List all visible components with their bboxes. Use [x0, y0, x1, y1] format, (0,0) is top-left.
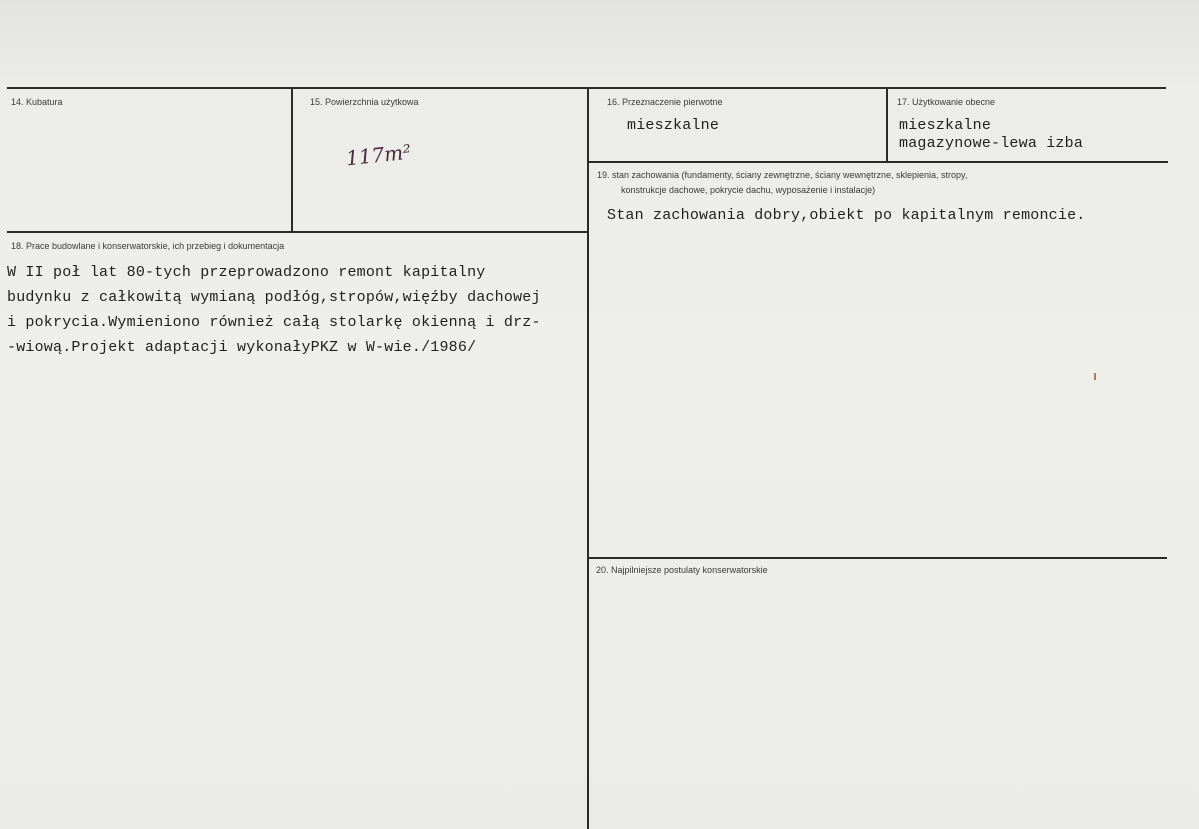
divider-15 — [291, 89, 293, 232]
rule-row2-right — [589, 161, 1168, 163]
divider-17 — [886, 89, 888, 162]
field-18-line-2: budynku z całkowitą wymianą podłóg,stropów,więźby dachowej — [7, 289, 541, 306]
field-19-label-line-2: konstrukcje dachowe, pokrycie dachu, wyposażenie i instalacje) — [621, 185, 876, 195]
divider-main — [587, 89, 589, 829]
ink-speck — [1094, 373, 1096, 380]
field-16-label: 16. Przeznaczenie pierwotne — [607, 97, 723, 107]
rule-field-20 — [589, 557, 1167, 559]
field-18-line-3: i pokrycia.Wymieniono również całą stolarkę okienną i drz- — [7, 314, 541, 331]
field-14-label: 14. Kubatura — [11, 97, 63, 107]
field-18-line-4: -wiową.Projekt adaptacji wykonałyPKZ w W-wie./1986/ — [7, 339, 477, 356]
field-19-label-line-1: 19. stan zachowania (fundamenty, ściany zewnętrzne, ściany wewnętrzne, sklepienia, stropy, — [597, 170, 968, 180]
field-19-value: Stan zachowania dobry,obiekt po kapitalnym remoncie. — [607, 207, 1086, 224]
field-17-value-line-2: magazynowe-lewa izba — [899, 135, 1084, 152]
field-17-label: 17. Użytkowanie obecne — [897, 97, 996, 107]
field-20-label: 20. Najpilniejsze postulaty konserwatorskie — [596, 565, 768, 575]
field-16-value: mieszkalne — [627, 117, 720, 134]
field-15-label: 15. Powierzchnia użytkowa — [310, 97, 419, 107]
field-17-value-line-1: mieszkalne — [899, 117, 992, 134]
field-18-label: 18. Prace budowlane i konserwatorskie, ich przebieg i dokumentacja — [11, 241, 285, 251]
rule-row2-left — [7, 231, 588, 233]
field-18-line-1: W II poł lat 80-tych przeprowadzono remont kapitalny — [7, 264, 486, 281]
field-15-value-handwritten: 117m² — [344, 139, 413, 171]
